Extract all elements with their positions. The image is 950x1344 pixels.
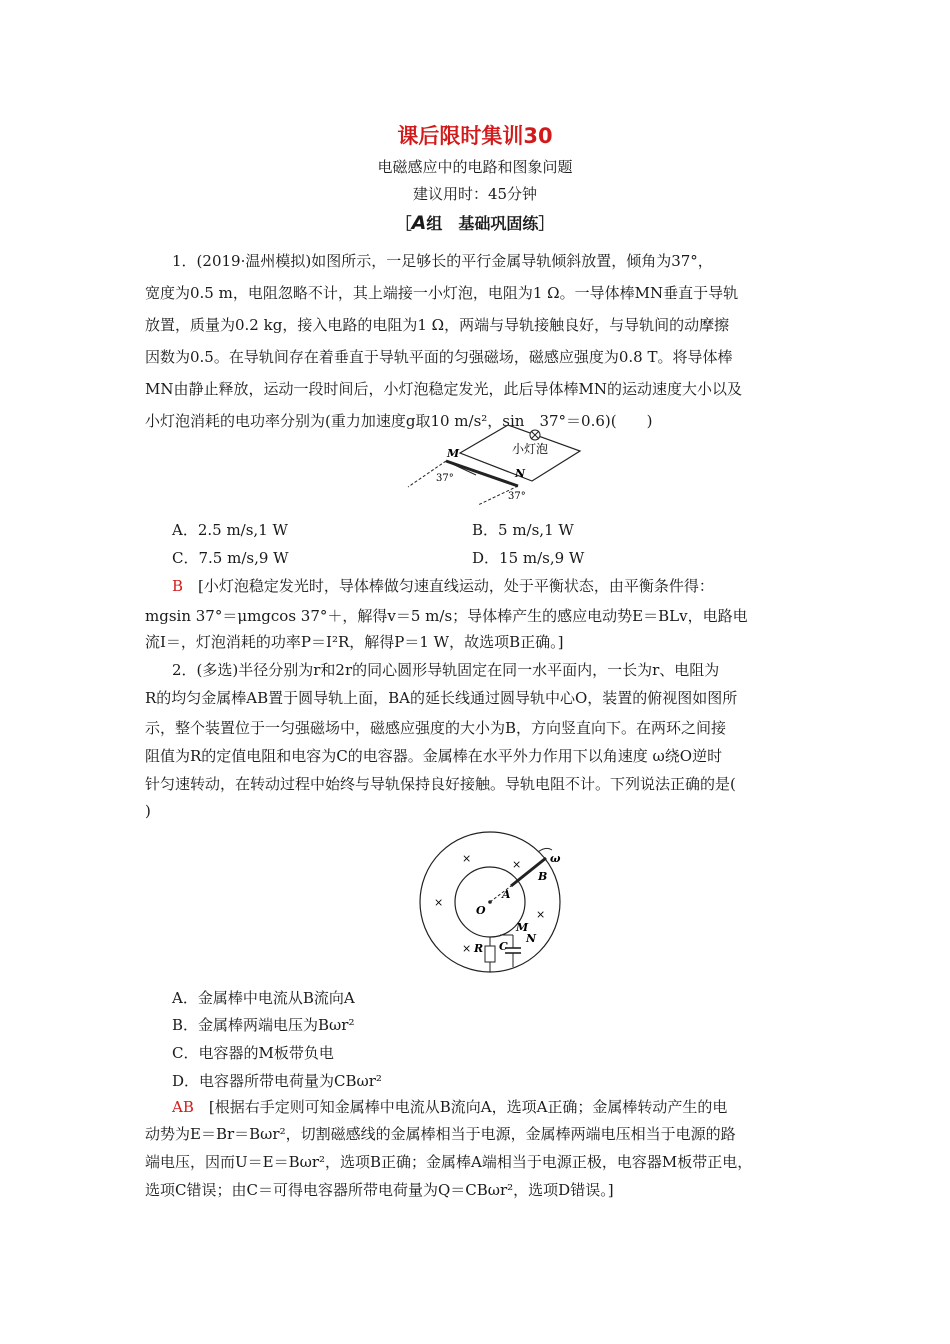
q2-label-b: B [538, 870, 548, 883]
suggested-time: 建议用时：45分钟 [412, 185, 538, 203]
group-letter: A [411, 212, 427, 234]
q1-option-d: D．15 m/s,9 W [472, 549, 585, 567]
q1-label-m: M [447, 447, 460, 460]
q2-label-omega: ω [550, 852, 561, 865]
q2-label-c: C [499, 940, 508, 953]
q2-line-5: 针匀速转动，在转动过程中始终与导轨保持良好接触。导轨电阻不计。下列说法正确的是( [145, 775, 736, 793]
q1-angle-1: 37° [436, 473, 454, 484]
q2-answer-line-1: AB [根据右手定则可知金属棒中电流从B流向A，选项A正确；金属棒转动产生的电 [172, 1098, 728, 1116]
q2-answer-line-4: 选项C错误；由C＝可得电容器所带电荷量为Q＝CBωr²，选项D错误。] [145, 1181, 614, 1199]
q1-label-n: N [515, 467, 526, 480]
q2-line-3: 示，整个装置位于一匀强磁场中，磁感应强度的大小为B，方向竖直向下。在两环之间接 [145, 719, 727, 737]
q2-line-2: R的均匀金属棒AB置于圆导轨上面，BA的延长线通过圆导轨中心O，装置的俯视图如图所 [145, 689, 738, 707]
q1-option-b: B．5 m/s,1 W [472, 521, 574, 539]
q1-answer-line-1: B [小灯泡稳定发光时，导体棒做匀速直线运动，处于平衡状态，由平衡条件得： [172, 577, 714, 595]
q1-answer-key: B [172, 577, 184, 595]
q2-field-cross: × [462, 852, 472, 865]
q2-option-c: C．电容器的M板带负电 [172, 1044, 334, 1062]
q2-ring-figure [418, 828, 568, 978]
q2-option-d: D．电容器所带电荷量为CBωr² [172, 1072, 382, 1090]
q1-answer-line-2: mgsin 37°＝μmgcos 37°＋，解得v＝5 m/s；导体棒产生的感应电动势E＝BLv，电路电 [145, 607, 748, 625]
q1-incline-figure [400, 425, 590, 507]
q2-option-a: A．金属棒中电流从B流向A [172, 989, 355, 1007]
q2-label-o: O [476, 904, 486, 917]
q2-answer-key: AB [172, 1098, 194, 1116]
q1-line-5: MN由静止释放，运动一段时间后，小灯泡稳定发光，此后导体棒MN的运动速度大小以及 [145, 380, 742, 398]
q2-field-cross: × [512, 858, 522, 871]
group-bracket-right: ］ [538, 214, 555, 233]
page-title: 课后限时集训30 [397, 124, 553, 148]
q2-field-cross: × [536, 908, 546, 921]
q2-line-1: 2．(多选)半径分别为r和2r的同心圆形导轨固定在同一水平面内，一长为r、电阻为 [172, 661, 720, 679]
q2-option-b: B．金属棒两端电压为Bωr² [172, 1016, 355, 1034]
q1-line-6: 小灯泡消耗的电功率分别为(重力加速度g取10 m/s²，sin 37°＝0.6)( ) [145, 412, 653, 430]
q1-option-c: C．7.5 m/s,9 W [172, 549, 289, 567]
q2-label-a: A [502, 888, 511, 901]
q1-option-a: A．2.5 m/s,1 W [172, 521, 288, 539]
page-subtitle: 电磁感应中的电路和图象问题 [377, 158, 573, 176]
q2-answer-line-3: 端电压，因而U＝E＝Bωr²，选项B正确；金属棒A端相当于电源正极，电容器M板带正电， [145, 1153, 753, 1171]
q2-field-cross: × [434, 896, 444, 909]
q2-line-4: 阻值为R的定值电阻和电容为C的电容器。金属棒在水平外力作用下以角速度 ω绕O逆时 [145, 747, 723, 765]
group-heading [0, 211, 950, 234]
q2-label-n: N [526, 932, 537, 945]
q2-label-r: R [474, 942, 484, 955]
q1-line-4: 因数为0.5。在导轨间存在着垂直于导轨平面的匀强磁场，磁感应强度为0.8 T。将导体棒 [145, 348, 733, 366]
q2-field-cross: × [462, 942, 472, 955]
q1-line-1: 1．(2019·温州模拟)如图所示，一足够长的平行金属导轨倾斜放置，倾角为37°， [172, 252, 713, 270]
q1-line-3: 放置，质量为0.2 kg，接入电路的电阻为1 Ω，两端与导轨接触良好，与导轨间的动摩擦 [145, 316, 730, 334]
q1-angle-2: 37° [508, 491, 526, 502]
group-bracket-left: ［ [395, 214, 412, 233]
q1-lamp-label: 小灯泡 [512, 442, 549, 456]
q2-label-m: M [516, 921, 529, 934]
q2-line-6: ) [145, 802, 151, 820]
group-label: 组 基础巩固练 [426, 214, 539, 233]
q2-answer-line-2: 动势为E＝Br＝Bωr²，切割磁感线的金属棒相当于电源，金属棒两端电压相当于电源的路 [145, 1125, 736, 1143]
q1-line-2: 宽度为0.5 m，电阻忽略不计，其上端接一小灯泡，电阻为1 Ω。一导体棒MN垂直于导轨 [145, 284, 739, 302]
q1-answer-line-3: 流I＝，灯泡消耗的功率P＝I²R，解得P＝1 W，故选项B正确。] [145, 633, 564, 651]
